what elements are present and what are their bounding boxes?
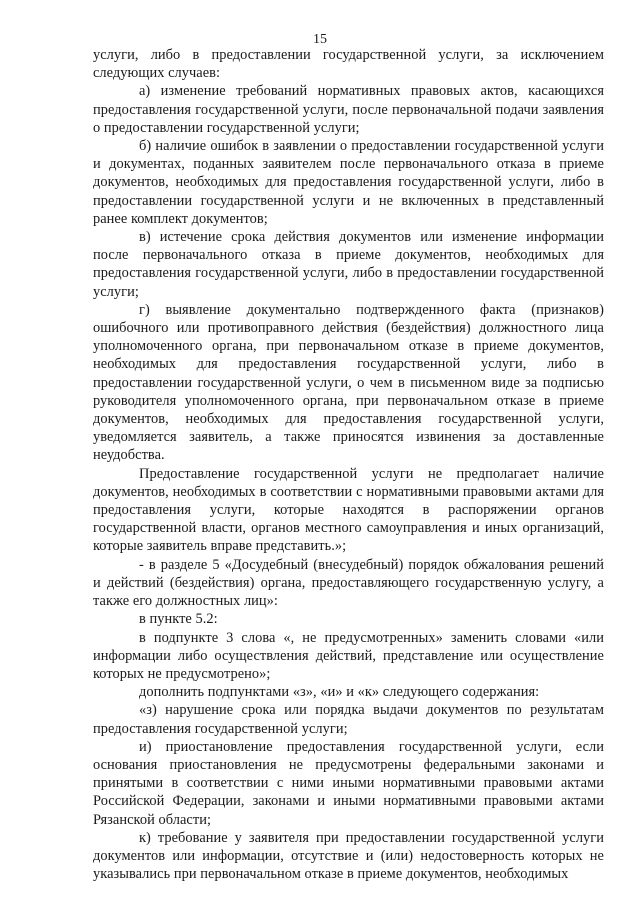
paragraph-item-a: а) изменение требований нормативных правовых актов, касающихся предоставления государственной услуги, после первоначальной подачи заявления о предоставлении государственной услуги; — [93, 83, 604, 136]
paragraph-item-k: к) требование у заявителя при предоставлении государственной услуги документов или информации, отсутствие и (или) недостоверность которых не указывались при первоначальном отказе в приеме документов, необходимых — [93, 829, 604, 883]
paragraph-continuation: услуги, либо в предоставлении государственной услуги, за исключением следующих случаев: — [93, 47, 604, 82]
paragraph-section-5: - в разделе 5 «Досудебный (внесудебный) порядок обжалования решений и действий (бездействия) органа, предоставляющего государственную услугу, а также его должностных лиц»: — [93, 556, 604, 610]
paragraph-item-v: в) истечение срока действия документов или изменение информации после первоначального отказа в приеме документов, необходимых для предоставления государственной услуги, либо в предоставлении государственной услуги; — [93, 229, 604, 300]
paragraph-item-g: г) выявление документально подтвержденного факта (признаков) ошибочного или противоправного действия (бездействия) должностного лица уполномоченного органа, при первоначальном отказе в приеме документов, необходимых для предоставления государственной услуги, либо в предоставлении государственной услуги, о чем в письменном виде за подписью руководителя уполномоченного органа, при первоначальном отказе в приеме документов, необходимых для предоставления государственной услуги, уведомляется заявитель, а также приносятся извинения за доставленные неудобства. — [93, 301, 604, 464]
document-body — [93, 46, 604, 883]
page-number: 15 — [313, 32, 327, 47]
paragraph-clause-5-2: в пункте 5.2: — [139, 611, 218, 628]
paragraph-item-b: б) наличие ошибок в заявлении о предоставлении государственной услуги и документах, поданных заявителем после первоначального отказа в приеме документов, необходимых для предоставления государственной услуги, либо в предоставлении государственной услуги и не включенных в представленный ранее комплект документов; — [93, 138, 604, 227]
paragraph-item-z: «з) нарушение срока или порядка выдачи документов по результатам предоставления государственной услуги; — [93, 702, 604, 737]
paragraph-supplement: дополнить подпунктами «з», «и» и «к» следующего содержания: — [139, 684, 540, 701]
paragraph-subclause-3: в подпункте 3 слова «, не предусмотренных» заменить словами «или информации либо осуществления действий, представление или осуществление которых не предусмотрено»; — [93, 629, 604, 682]
paragraph-item-i: и) приостановление предоставления государственной услуги, если основания приостановления не предусмотрены федеральными законами и принятыми в соответствии с ними иными нормативными правовыми актами Российской Федерации, законами и иными нормативными правовыми актами Рязанской области; — [93, 738, 604, 828]
paragraph-provision: Предоставление государственной услуги не предполагает наличие документов, необходимых в соответствии с нормативными правовыми актами для предоставления услуги, которые находятся в распоряжении органов государственной власти, органов местного самоуправления и иных организаций, которые заявитель вправе представить.»; — [93, 465, 604, 555]
